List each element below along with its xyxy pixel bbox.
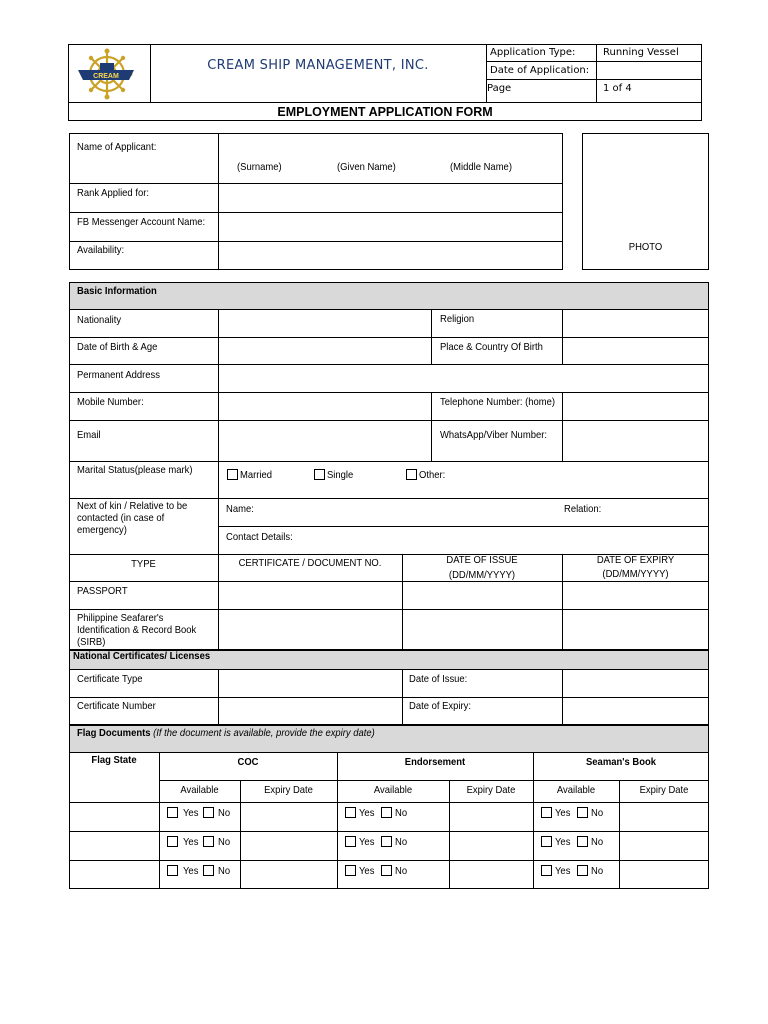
photo-label: PHOTO [628,241,663,253]
endorsement-yes-checkbox[interactable] [345,807,356,818]
place-of-birth-label: Place & Country Of Birth [440,341,543,353]
seamans-book-no-checkbox[interactable] [577,865,588,876]
endorsement-no-checkbox[interactable] [381,807,392,818]
no-label: No [591,807,604,819]
table-rule [69,609,709,610]
sirb-label: Philippine Seafarer's Identification & Record Book (SIRB) [77,612,197,648]
table-rule [159,752,160,889]
fb-messenger-label: FB Messenger Account Name: [77,216,206,228]
table-rule [69,364,709,365]
form-title: EMPLOYMENT APPLICATION FORM [277,105,493,119]
table-rule [431,337,432,365]
table-rule [69,337,709,338]
endorsement-expiry-header: Expiry Date [466,784,516,796]
table-rule [240,780,241,889]
email-label: Email [77,429,101,441]
no-label: No [591,836,604,848]
table-rule [218,526,709,527]
name-of-applicant-label: Name of Applicant: [77,141,157,153]
table-rule [69,461,709,462]
no-label: No [395,807,408,819]
endorsement-no-checkbox[interactable] [381,836,392,847]
table-rule [337,752,338,889]
table-rule [218,309,219,650]
relation-label: Relation: [564,503,602,515]
col-date-issue-format: (DD/MM/YYYY) [448,569,516,581]
col-cert-no: CERTIFICATE / DOCUMENT NO. [238,557,382,569]
table-rule [402,554,403,650]
table-rule [449,780,450,889]
yes-label: Yes [183,836,199,848]
yes-label: Yes [555,865,571,877]
yes-label: Yes [555,807,571,819]
table-rule [69,420,709,421]
table-rule [562,669,563,725]
seamans-book-yes-checkbox[interactable] [541,807,552,818]
no-label: No [218,865,231,877]
table-rule [431,309,432,337]
table-rule [69,752,709,753]
other-checkbox[interactable] [406,469,417,480]
yes-label: Yes [183,865,199,877]
table-rule [431,392,432,461]
flag-documents-note: (If the document is available, provide the expiry date) [153,727,375,739]
application-type-value: Running Vessel [603,47,679,58]
col-date-expiry-format: (DD/MM/YYYY) [602,568,669,580]
seamans-book-yes-checkbox[interactable] [541,836,552,847]
table-rule [402,669,403,725]
whatsapp-label: WhatsApp/Viber Number: [440,429,547,441]
coc-header: COC [237,756,259,768]
yes-label: Yes [359,865,375,877]
endorsement-no-checkbox[interactable] [381,865,392,876]
table-rule [159,780,709,781]
divider [486,79,702,80]
table-rule [533,752,534,889]
surname-hint: (Surname) [237,161,282,173]
seamans-book-header: Seaman's Book [585,756,657,768]
coc-yes-checkbox[interactable] [167,836,178,847]
marital-status-label: Marital Status(please mark) [77,464,193,476]
seamans-book-expiry-header: Expiry Date [639,784,689,796]
rank-label: Rank Applied for: [77,187,149,199]
endorsement-yes-checkbox[interactable] [345,836,356,847]
coc-no-checkbox[interactable] [203,836,214,847]
coc-yes-checkbox[interactable] [167,807,178,818]
fb-messenger-field[interactable] [219,213,562,240]
date-of-issue-label: Date of Issue: [409,673,468,685]
logo-lettering: CREAM [93,73,119,80]
no-label: No [218,807,231,819]
yes-label: Yes [183,807,199,819]
kin-name-label: Name: [226,503,254,515]
page-label: Page [487,83,512,94]
given-name-hint: (Given Name) [337,161,396,173]
coc-yes-checkbox[interactable] [167,865,178,876]
basic-information-title: Basic Information [77,285,157,297]
date-of-expiry-label: Date of Expiry: [409,700,471,712]
table-rule [69,831,709,832]
single-label: Single [327,469,354,481]
col-date-issue: DATE OF ISSUE [446,554,518,566]
certificate-number-label: Certificate Number [77,700,156,712]
divider [596,44,597,103]
religion-label: Religion [440,313,475,325]
col-type: TYPE [131,558,156,570]
page-number: 1 of 4 [603,83,632,94]
nationality-label: Nationality [77,314,122,326]
table-rule [69,860,709,861]
endorsement-available-header: Available [373,784,413,796]
no-label: No [395,865,408,877]
next-of-kin-label: Next of kin / Relative to be contacted (in case of emergency) [77,500,188,536]
coc-no-checkbox[interactable] [203,865,214,876]
national-certificates-title: National Certificates/ Licenses [73,650,211,662]
company-logo [74,48,140,102]
seamans-book-available-header: Available [556,784,596,796]
table-rule [69,669,709,670]
dob-label: Date of Birth & Age [77,341,158,353]
yes-label: Yes [359,807,375,819]
name-of-applicant-field[interactable] [219,134,562,182]
table-rule [69,392,709,393]
table-rule [562,309,563,365]
availability-label: Availability: [77,244,125,256]
col-date-expiry: DATE OF EXPIRY [596,554,675,566]
contact-details-label: Contact Details: [226,531,293,543]
table-rule [69,581,709,582]
table-rule [69,309,709,310]
rank-field[interactable] [219,184,562,211]
endorsement-yes-checkbox[interactable] [345,865,356,876]
coc-expiry-header: Expiry Date [264,784,313,796]
address-label: Permanent Address [77,369,160,381]
table-rule [69,802,709,803]
table-rule [69,498,709,499]
availability-field[interactable] [219,242,562,269]
married-checkbox[interactable] [227,469,238,480]
yes-label: Yes [555,836,571,848]
passport-label: PASSPORT [77,585,128,597]
flag-state-header: Flag State [91,754,137,766]
table-rule [619,780,620,889]
seamans-book-no-checkbox[interactable] [577,836,588,847]
flag-documents-title [77,727,375,739]
endorsement-header: Endorsement [404,756,466,768]
application-type-label: Application Type: [490,47,576,58]
mobile-label: Mobile Number: [77,396,144,408]
divider [150,44,151,103]
table-rule [562,554,563,650]
single-checkbox[interactable] [314,469,325,480]
seamans-book-no-checkbox[interactable] [577,807,588,818]
no-label: No [395,836,408,848]
table-rule [562,392,563,461]
telephone-label: Telephone Number: (home) [440,396,556,408]
table-rule [69,697,709,698]
other-label: Other: [419,469,446,481]
certificate-type-label: Certificate Type [77,673,143,685]
date-of-application-label: Date of Application: [490,65,590,76]
coc-available-header: Available [180,784,219,796]
company-name: CREAM SHIP MANAGEMENT, INC. [207,58,429,73]
coc-no-checkbox[interactable] [203,807,214,818]
yes-label: Yes [359,836,375,848]
middle-name-hint: (Middle Name) [450,161,512,173]
divider [486,61,702,62]
table-rule [218,669,219,725]
seamans-book-yes-checkbox[interactable] [541,865,552,876]
married-label: Married [240,469,273,481]
no-label: No [218,836,231,848]
flag-documents-heading: Flag Documents [77,727,151,739]
no-label: No [591,865,604,877]
